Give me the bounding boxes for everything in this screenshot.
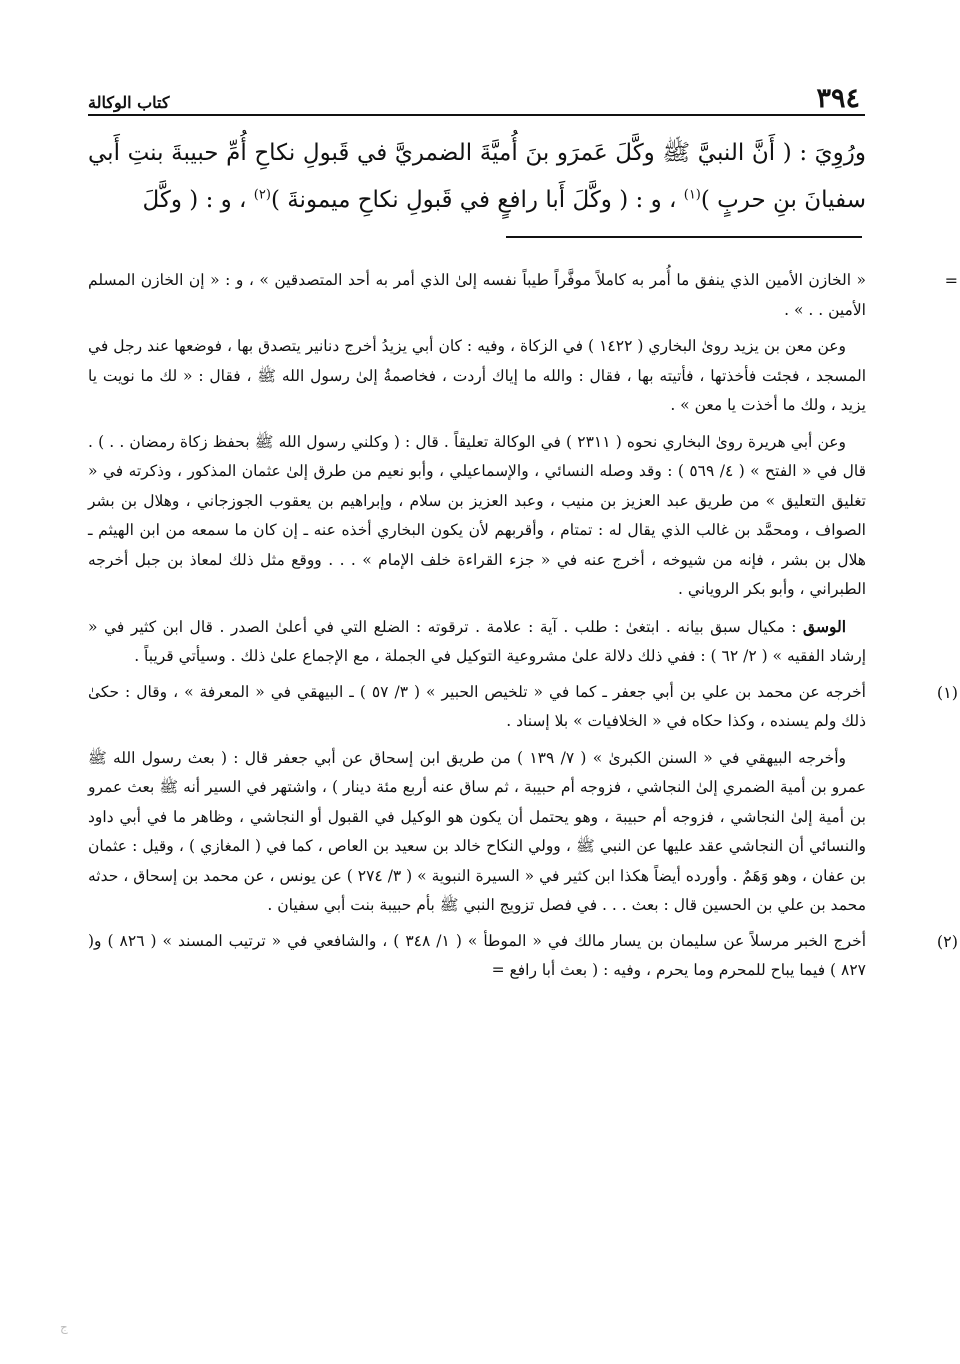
continuation-marker: = (944, 271, 958, 290)
footnote-1-marker: (١) (936, 682, 958, 702)
note-paragraph: وعن أبي هريرة روىٰ البخاري نحوه ( ٢٣١١ ) في الوكالة تعليقاً . قال : ( وكلني رسول الله ﷺ بحفظ زكاة رمضان . . ) . قال في « الفتح » ( ٤/ ٥٦٩ ) : وقد وصله النسائي ، والإسماعيلي ، وأبو نعيم من طرق إلىٰ عثمان المذكور ، وذكرته في « تغليق التعليق » من طريق عبد العزيز بن منيب ، وعبد العزيز بن سلام ، وإبراهيم بن يعقوب الجوزجاني ، وهلال بن بشر الصواف ، ومحمَّد بن غالب الذي يقال له : تمتام ، وأقربهم لأن يكون البخاري أخذه عنه ـ إن كان ما سمعه من ابن الهيثم ـ هلال بن بشر ، فإنه من شيوخه ، أخرج عنه في « جزء القراءة خلف الإمام » . . . ووقع مثل ذلك لمعاذ بن جبل أخرجه الطبراني ، وأبو بكر الروياني . (88, 432, 866, 598)
footnotes (88, 266, 958, 992)
footnote-1 (88, 678, 958, 927)
note-paragraph: أخرجه عن محمد بن علي بن أبي جعفر ـ كما في « تلخيص الحبير » ( ٣/ ٥٧ ) ـ البيهقي في « المعرفة » ، وقال : حكىٰ ذلك ولم يسنده ، وكذا حكاه في « الخلافيات » بلا إسناد . (88, 682, 866, 730)
footnote-ref-2[interactable]: (٢) (253, 187, 271, 203)
main-text-part3: ، و : ( وكَّلَ (142, 187, 254, 213)
footnote-continuation (88, 266, 958, 678)
note-paragraph: وأخرجه البيهقي في « السنن الكبرىٰ » ( ٧/ ١٣٩ ) من طريق ابن إسحاق عن أبي جعفر قال : ( بعث رسول الله ﷺ عمرو بن أمية الضمري إلىٰ النجاشي ، فزوجه أم حبيبة ، ثم ساق عنه أربع مئة دينار ) ، واشتهر في السير أنه ﷺ بعث عمرو بن أمية إلىٰ النجاشي ، فزوجه أم حبيبة ، وهو يحتمل أن يكون هو الوكيل في القبول أو النجاشي ، وظاهر ما في أبي داود والنسائي أن النجاشي عقد عليها عن النبي ﷺ ، وولي النكاح خالد بن سعيد بن العاص ، كما في ( المغازي ) ، وقيل : عثمان بن عفان ، وهو وَهَمٌ . وأورده أيضاً هكذا ابن كثير في « السيرة النبوية » ( ٣/ ٢٧٤ ) عن يونس ، عن محمد بن إسحاق ، حدثه محمد بن علي بن الحسين قال : بعث . . . في فصل تزويج النبي ﷺ بأم حبيبة بنت أبي سفيان . (88, 748, 866, 914)
page-header (88, 78, 860, 112)
glossary-paragraph (88, 612, 866, 672)
page-number: ٣٩٤ (816, 83, 860, 114)
footnote-body (88, 927, 866, 992)
note-paragraph: وعن معن بن يزيد روىٰ البخاري ( ١٤٢٢ ) في الزكاة ، وفيه : كان أبي يزيدُ أخرج دنانير يتصدق بها ، فوضعها عند رجل في المسجد ، فجئت فأخذتها ، فأتيته بها ، فقال : والله ما إياك أردت ، فخاصمةُ إلىٰ رسول الله ﷺ ، فقال : « لك ما نويت يا يزيد ، ولك ما أخذت يا معن » . (88, 337, 866, 414)
footnote-separator (506, 236, 862, 238)
note-paragraph: « الخازن الأمين الذي ينفق ما أُمر به كاملاً موفَّراً طيباً نفسه إلىٰ الذي أمر به أحد المتصدقين » ، و : « إن الخازن المسلم الأمين . . » . (88, 271, 866, 319)
glossary-term: الوسق (803, 616, 846, 636)
header-rule (88, 114, 865, 116)
footnote-body (88, 266, 866, 678)
main-text-part1: ورُوِيَ : ( أَنَّ النبيَّ ﷺ وكَّلَ عَمرَو بنَ أُميَّةَ الضمريَّ في قَبولِ نكاحِ أُمِّ حبيبةَ بنتِ أَبي سفيانَ بنِ حربٍ ) (88, 140, 866, 213)
footnote-body (88, 678, 866, 927)
corner-mark: ج (60, 1320, 68, 1334)
glossary-text: : مكيال سبق بيانه . ابتغىٰ : طلب . آية : علامة . ترقوته : الضلع التي في أعلىٰ الصدر . قال ابن كثير في « إرشاد الفقيه » ( ٢/ ٦٢ ) : ففي ذلك دلالة علىٰ مشروعية التوكيل في الجملة ، مع الإجماع علىٰ ذلك . وسيأتي قريباً . (88, 617, 866, 665)
main-text (88, 130, 866, 224)
footnote-ref-1[interactable]: (١) (683, 187, 701, 203)
main-text-part2: ، و : ( وكَّلَ أَبا رافعٍ في قَبولِ نكاحِ ميمونةَ ) (270, 187, 684, 213)
footnote-2 (88, 927, 958, 992)
footnote-2-marker: (٢) (936, 931, 958, 951)
book-title: كتاب الوكالة (88, 93, 170, 112)
note-paragraph: أخرج الخبر مرسلاً عن سليمان بن يسار مالك في « الموطأ » ( ١/ ٣٤٨ ) ، والشافعي في « ترتيب المسند » ( ٨٢٦ ) و( ٨٢٧ ) فيما يباح للمحرم وما يحرم ، وفيه : ( بعث أبا رافع = (88, 931, 867, 979)
